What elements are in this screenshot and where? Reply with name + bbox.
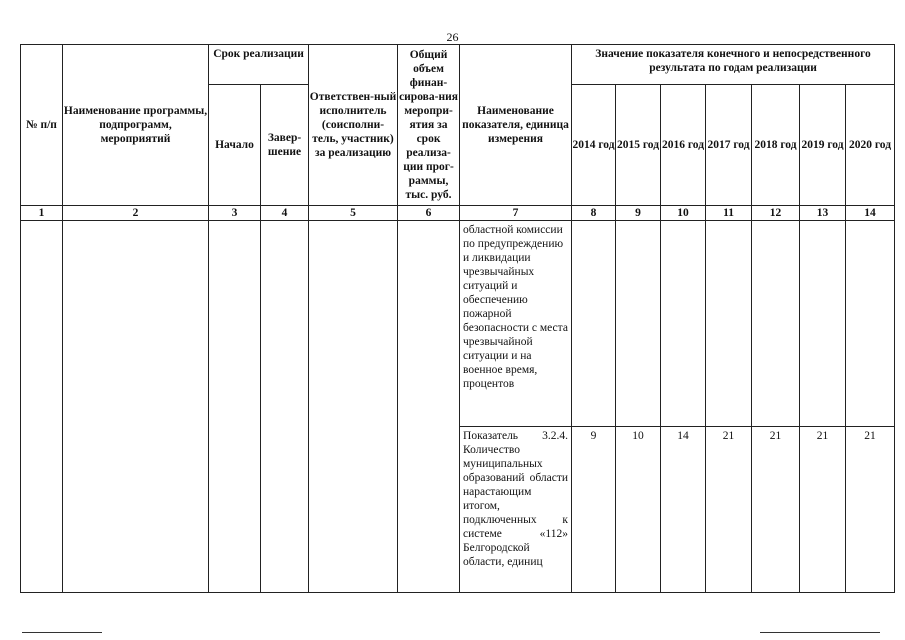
header-start: Начало (209, 85, 261, 206)
cell-volume (398, 221, 460, 593)
value-2020: 21 (846, 427, 895, 593)
value-2014 (572, 221, 616, 427)
header-year-2016: 2016 год (661, 85, 706, 206)
indicator-text: областной комиссии по предупреждению и ликвидации чрезвычайных ситуаций и обеспечению пожарной безопасности с места чрезвычайной ситуации и на военное время, процентов (460, 221, 572, 427)
col-number: 10 (661, 206, 706, 221)
value-2014: 9 (572, 427, 616, 593)
col-number: 11 (706, 206, 752, 221)
col-number: 13 (800, 206, 846, 221)
value-2016 (661, 221, 706, 427)
cell-start (209, 221, 261, 593)
col-number: 6 (398, 206, 460, 221)
header-year-2015: 2015 год (616, 85, 661, 206)
cell-executor (309, 221, 398, 593)
col-number: 8 (572, 206, 616, 221)
col-number: 14 (846, 206, 895, 221)
table-row (21, 221, 895, 427)
col-number: 1 (21, 206, 63, 221)
cell-end (261, 221, 309, 593)
value-2016: 14 (661, 427, 706, 593)
value-2019 (800, 221, 846, 427)
value-2015: 10 (616, 427, 661, 593)
header-name: Наименование программы, подпрограмм, мероприятий (63, 45, 209, 206)
header-year-2014: 2014 год (572, 85, 616, 206)
value-2015 (616, 221, 661, 427)
value-2017 (706, 221, 752, 427)
value-2017: 21 (706, 427, 752, 593)
header-volume: Общий объем финан-сирова-ния меропри-ятия за срок реализа-ции прог-раммы, тыс. руб. (398, 45, 460, 206)
header-year-2019: 2019 год (800, 85, 846, 206)
col-number: 5 (309, 206, 398, 221)
value-2018: 21 (752, 427, 800, 593)
header-num: № п/п (21, 45, 63, 206)
cell-name (63, 221, 209, 593)
header-executor: Ответствен-ный исполнитель (соисполни-тель, участник) за реализацию (309, 45, 398, 206)
header-indicator: Наименование показателя, единица измерения (460, 45, 572, 206)
scan-edge-line (22, 632, 102, 633)
scan-edge-line (760, 632, 880, 633)
col-number: 9 (616, 206, 661, 221)
header-year-2018: 2018 год (752, 85, 800, 206)
value-2019: 21 (800, 427, 846, 593)
col-number: 2 (63, 206, 209, 221)
header-end: Завер-шение (261, 85, 309, 206)
program-indicators-table (20, 44, 895, 593)
header-period: Срок реализации (209, 45, 309, 85)
col-number: 7 (460, 206, 572, 221)
indicator-text: Показатель 3.2.4. Количество муниципальных образований области нарастающим итогом, подключенных к системе «112» Белгородской области, единиц (460, 427, 572, 593)
page-number: 26 (446, 30, 459, 44)
col-number: 3 (209, 206, 261, 221)
col-number: 4 (261, 206, 309, 221)
header-values: Значение показателя конечного и непосредственного результата по годам реализации (572, 45, 895, 85)
value-2018 (752, 221, 800, 427)
header-year-2017: 2017 год (706, 85, 752, 206)
col-number: 12 (752, 206, 800, 221)
value-2020 (846, 221, 895, 427)
header-year-2020: 2020 год (846, 85, 895, 206)
cell-num (21, 221, 63, 593)
